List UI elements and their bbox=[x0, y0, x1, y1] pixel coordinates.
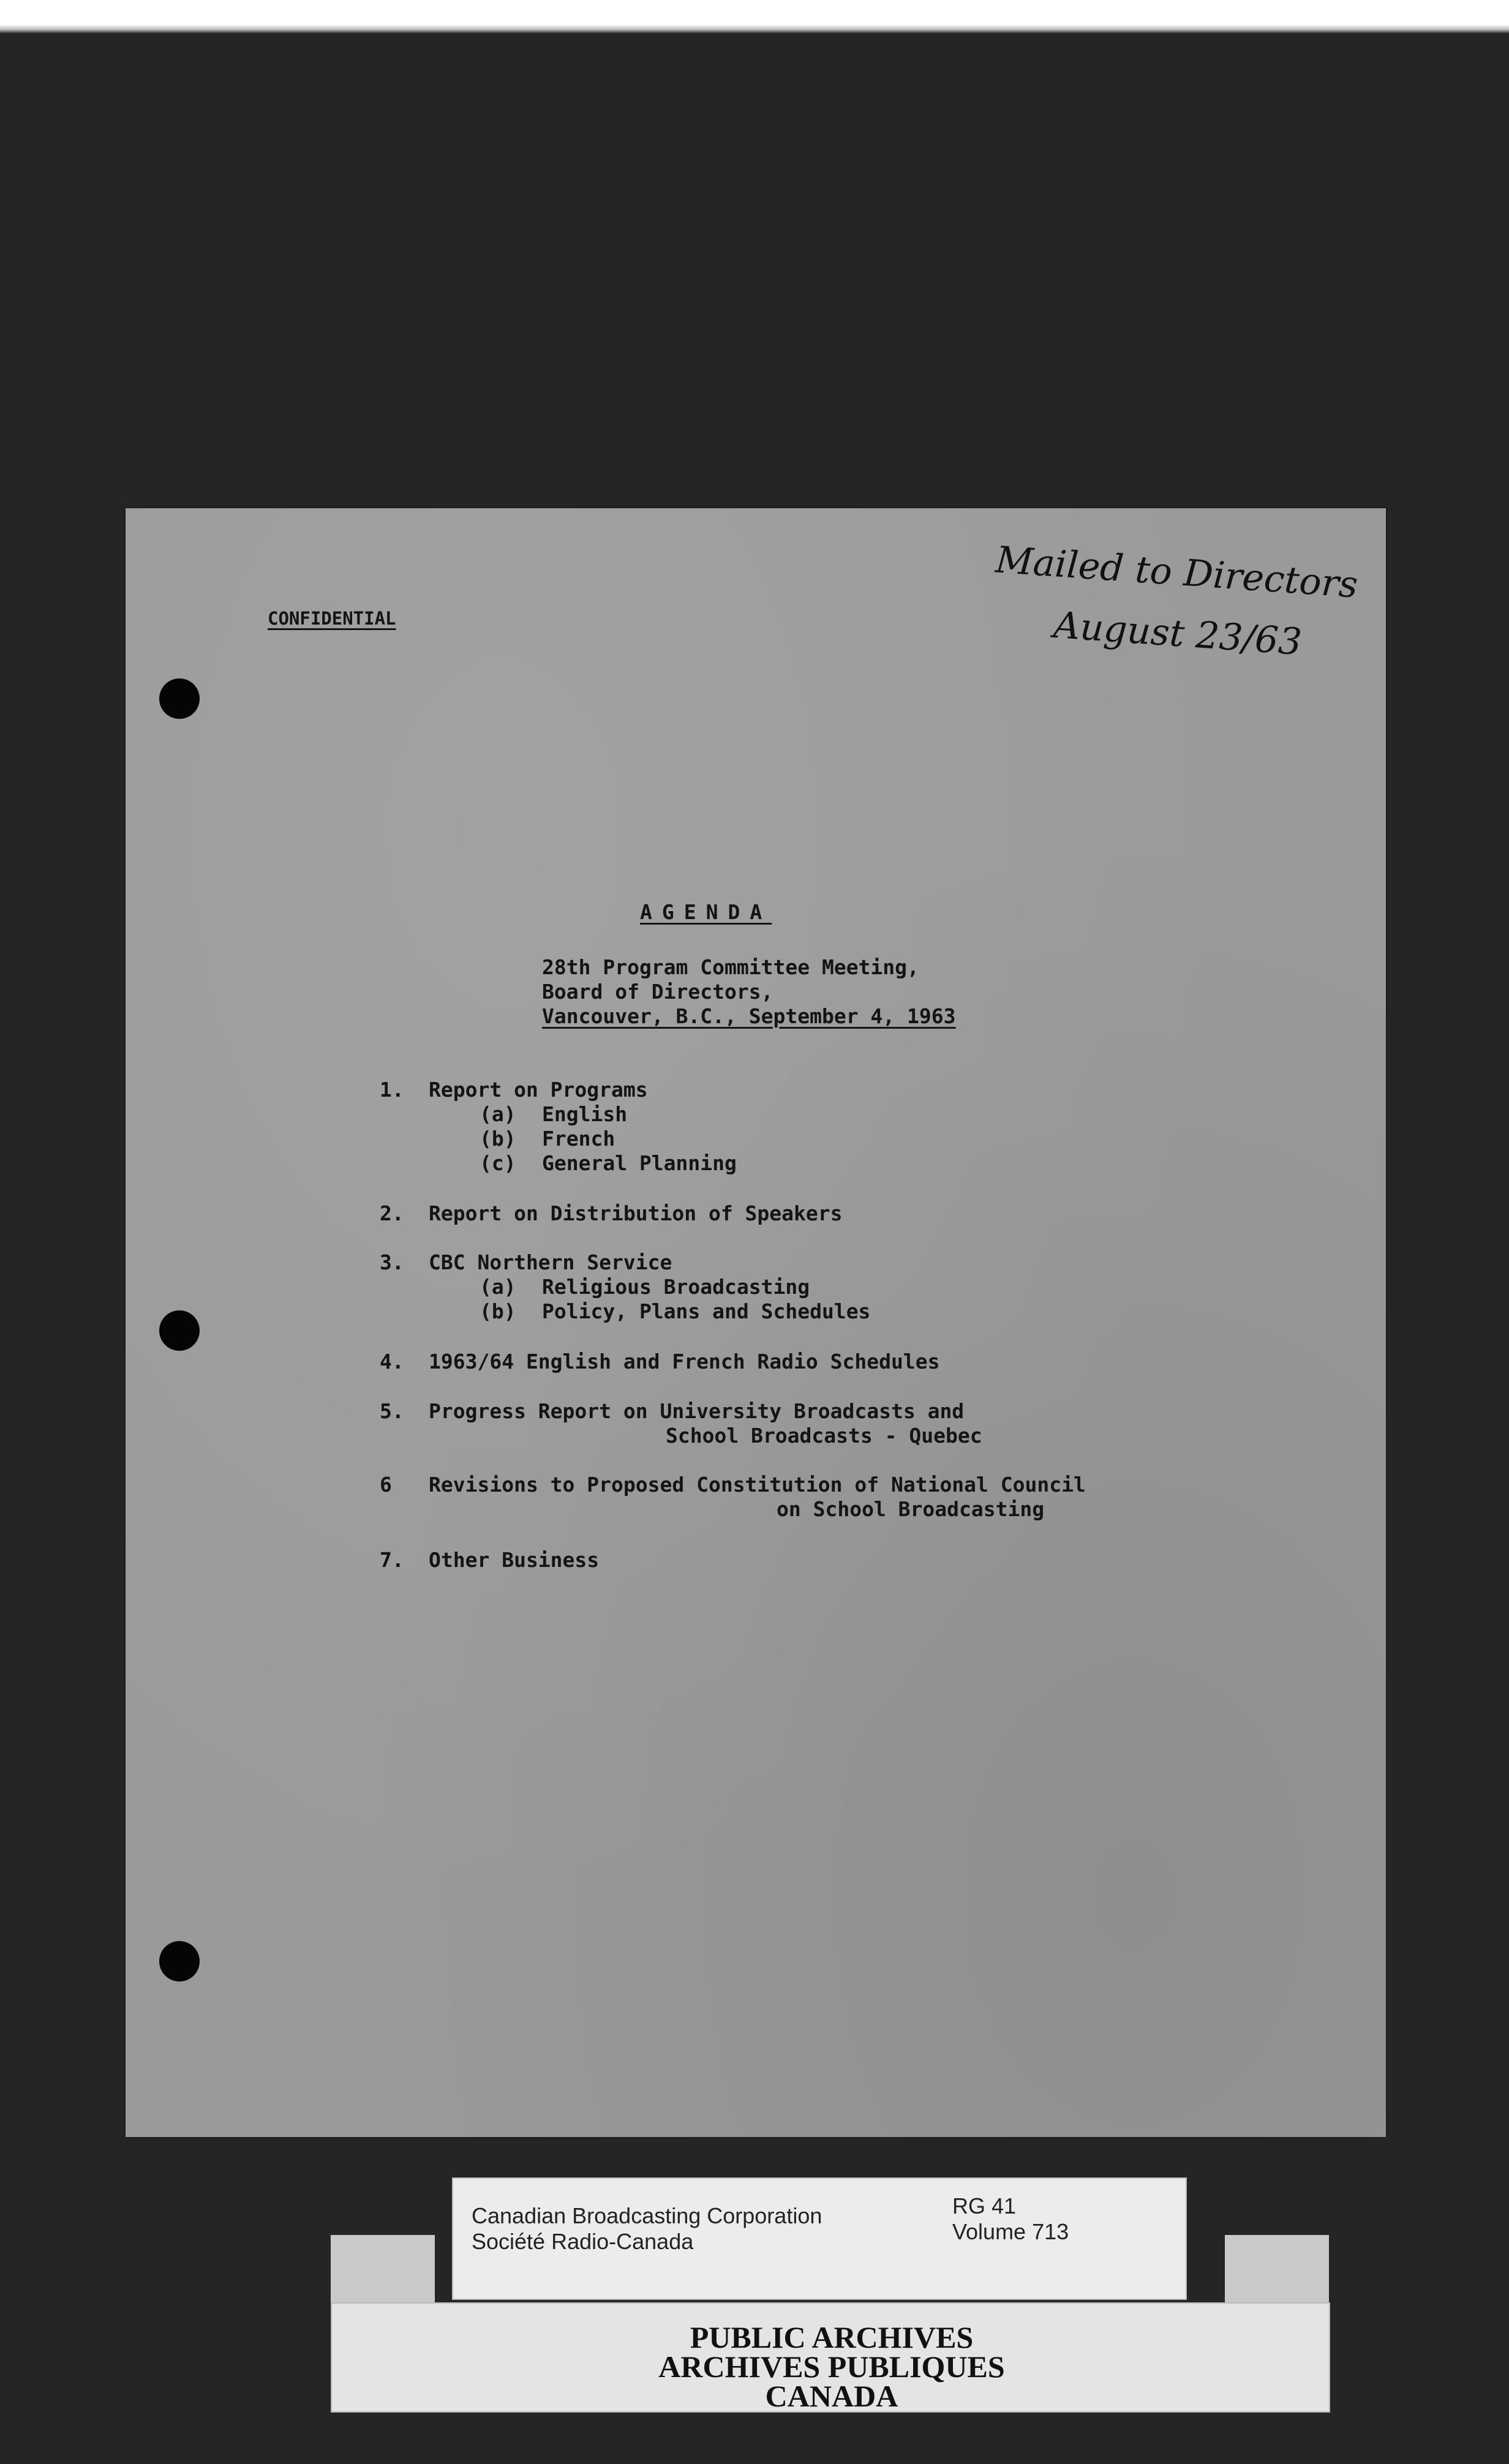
handwritten-note-line1: Mailed to Directors bbox=[994, 538, 1360, 607]
archive-org-french: Société Radio-Canada bbox=[472, 2229, 694, 2254]
archive-reference-label bbox=[452, 2177, 1187, 2300]
item-text: Revisions to Proposed Constitution of National Council bbox=[429, 1473, 1086, 1497]
document-page bbox=[126, 508, 1386, 2137]
archive-record-group: RG 41 bbox=[952, 2193, 1017, 2218]
item-number: 4. bbox=[380, 1350, 404, 1373]
item-text: 1963/64 English and French Radio Schedules bbox=[429, 1350, 940, 1373]
item-number: 3. bbox=[380, 1250, 404, 1274]
handwritten-note-line2: August 23/63 bbox=[1052, 603, 1303, 664]
sub-item-text: Policy, Plans and Schedules bbox=[542, 1299, 871, 1323]
classification-label: CONFIDENTIAL bbox=[268, 608, 396, 629]
item-text-continued: School Broadcasts - Quebec bbox=[666, 1424, 982, 1448]
sub-item-text: English bbox=[542, 1102, 628, 1126]
stamp-line-2: ARCHIVES PUBLIQUES bbox=[658, 2349, 1005, 2384]
item-text: CBC Northern Service bbox=[429, 1250, 672, 1274]
archive-volume: Volume 713 bbox=[952, 2219, 1069, 2244]
item-text: Report on Distribution of Speakers bbox=[429, 1201, 843, 1225]
item-number: 1. bbox=[380, 1078, 404, 1102]
punch-hole-bottom bbox=[159, 1941, 200, 1981]
archives-stamp-label bbox=[331, 2302, 1330, 2413]
agenda-title: AGENDA bbox=[640, 900, 772, 924]
item-number: 5. bbox=[380, 1399, 404, 1423]
item-text-continued: on School Broadcasting bbox=[777, 1497, 1045, 1521]
item-text: Report on Programs bbox=[429, 1078, 648, 1102]
stamp-line-1: PUBLIC ARCHIVES bbox=[690, 2320, 974, 2354]
item-number: 7. bbox=[380, 1548, 404, 1572]
meeting-subtitle-line1: 28th Program Committee Meeting, bbox=[542, 955, 919, 979]
top-film-edge bbox=[0, 0, 1509, 33]
sub-item-text: General Planning bbox=[542, 1151, 737, 1175]
punch-hole-top bbox=[159, 678, 200, 719]
sub-item-label: (b) bbox=[480, 1299, 516, 1323]
sub-item-label: (b) bbox=[480, 1127, 516, 1151]
item-number: 2. bbox=[380, 1201, 404, 1225]
punch-hole-middle bbox=[159, 1310, 200, 1351]
stamp-line-3: CANADA bbox=[765, 2379, 898, 2413]
sub-item-label: (a) bbox=[480, 1275, 516, 1299]
item-text: Progress Report on University Broadcasts and bbox=[429, 1399, 965, 1423]
item-text: Other Business bbox=[429, 1548, 600, 1572]
sub-item-text: French bbox=[542, 1127, 615, 1151]
meeting-subtitle-line2: Board of Directors, bbox=[542, 980, 773, 1004]
meeting-subtitle-line3: Vancouver, B.C., September 4, 1963 bbox=[542, 1004, 956, 1028]
item-number: 6 bbox=[380, 1473, 392, 1497]
archive-org-english: Canadian Broadcasting Corporation bbox=[472, 2203, 822, 2228]
sub-item-label: (c) bbox=[480, 1151, 516, 1175]
sub-item-text: Religious Broadcasting bbox=[542, 1275, 810, 1299]
sub-item-label: (a) bbox=[480, 1102, 516, 1126]
